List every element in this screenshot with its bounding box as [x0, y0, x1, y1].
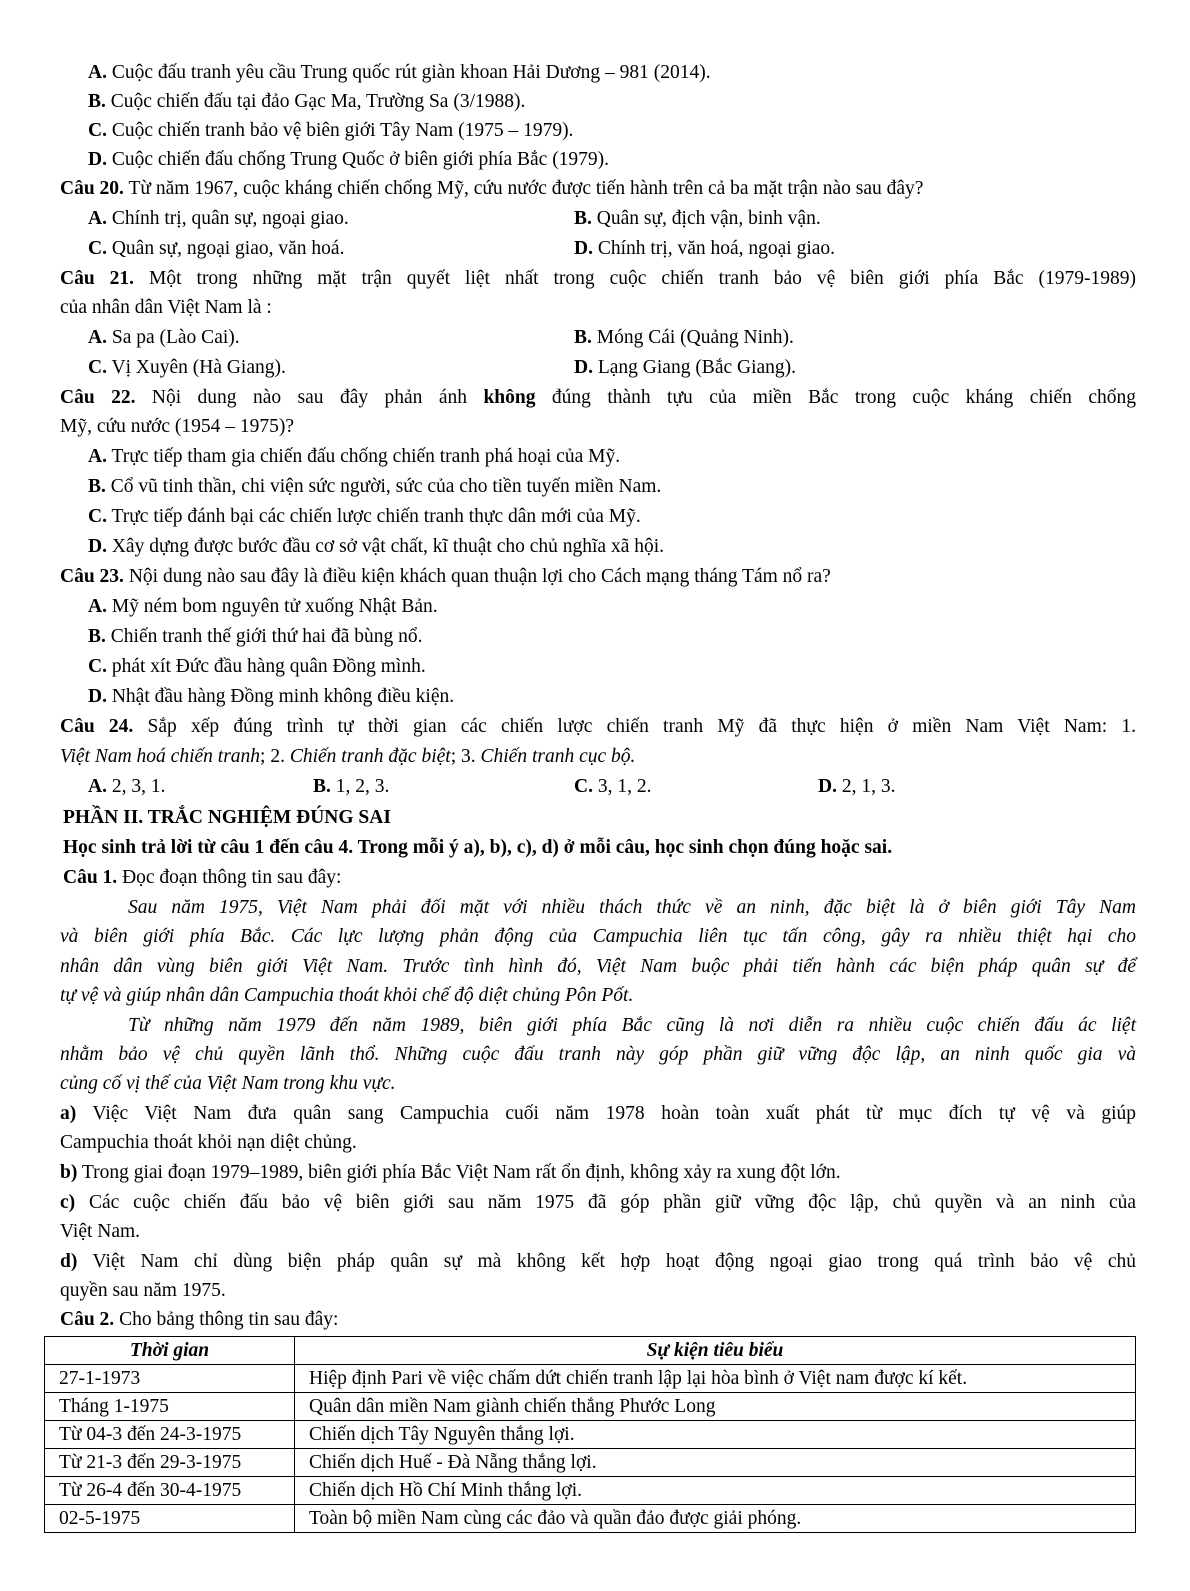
p2q1-statement-b — [60, 1159, 841, 1188]
strategy-name: Chiến tranh đặc biệt — [289, 746, 451, 767]
time-cell: 02-5-1975 — [45, 1505, 295, 1533]
statement-text: Việt Nam chỉ dùng biện pháp quân sự mà không kết hợp hoạt động ngoại giao trong quá trình bảo vệ chủ — [92, 1251, 1136, 1272]
table-row — [45, 1477, 1136, 1505]
option-key: D. — [88, 536, 107, 557]
q19-option-b — [88, 88, 525, 117]
statement-text: Các cuộc chiến đấu bảo vệ biên giới sau năm 1975 đã góp phần giữ vững độc lập, chủ quyền và an ninh của — [88, 1192, 1137, 1213]
p2q1-statement-a-line2: Campuchia thoát khỏi nạn diệt chủng. — [60, 1132, 357, 1153]
statement-text: Trong giai đoạn 1979–1989, biên giới phía Bắc Việt Nam rất ổn định, không xảy ra xung đột lớn. — [81, 1162, 841, 1183]
p2q1-statement-d-line2: quyền sau năm 1975. — [60, 1280, 226, 1301]
q19-option-a — [88, 59, 711, 88]
q19-option-c — [88, 117, 573, 146]
q22-stem-line2: Mỹ, cứu nước (1954 – 1975)? — [60, 416, 294, 437]
option-text: Chính trị, văn hoá, ngoại giao. — [597, 238, 836, 259]
column-header-time: Thời gian — [45, 1337, 295, 1365]
option-key: A. — [88, 62, 107, 83]
q24-stem-line1 — [60, 713, 1136, 742]
p2q2-stem — [60, 1306, 338, 1335]
option-key: D. — [88, 686, 107, 707]
q20-option-a — [88, 205, 349, 234]
event-cell: Toàn bộ miền Nam cùng các đảo và quần đảo được giải phóng. — [295, 1505, 1136, 1533]
option-text: Sa pa (Lào Cai). — [111, 327, 240, 348]
q22-option-d — [88, 533, 664, 562]
option-text: Cuộc chiến đấu tại đảo Gạc Ma, Trường Sa (3/1988). — [110, 91, 526, 112]
q21-option-b — [574, 324, 794, 353]
option-key: D. — [574, 238, 593, 259]
option-key: D. — [574, 357, 593, 378]
q20-option-c — [88, 235, 344, 264]
option-key: D. — [818, 776, 837, 797]
option-text: Cổ vũ tinh thần, chi viện sức người, sức của cho tiền tuyến miền Nam. — [110, 476, 662, 497]
question-label: Câu 1. — [63, 867, 118, 888]
q23-option-b — [88, 623, 422, 652]
p2q1-statement-c — [60, 1189, 1136, 1218]
p2q1-statement-a — [60, 1100, 1136, 1129]
question-text: Nội dung nào sau đây là điều kiện khách quan thuận lợi cho Cách mạng tháng Tám nổ ra? — [128, 566, 831, 587]
time-cell: Từ 26-4 đến 30-4-1975 — [45, 1477, 295, 1505]
statement-text: Việc Việt Nam đưa quân sang Campuchia cuối năm 1978 hoàn toàn xuất phát từ mục đích tự vệ và giúp — [92, 1103, 1137, 1124]
question-text: Nội dung nào sau đây phản ánh — [151, 387, 468, 408]
q21-stem-line1 — [60, 265, 1136, 294]
option-key: C. — [88, 506, 107, 527]
table-row — [45, 1393, 1136, 1421]
q23-option-c — [88, 653, 426, 682]
p2q1-stem — [63, 864, 341, 893]
option-text: Lạng Giang (Bắc Giang). — [597, 357, 797, 378]
question-label: Câu 24. — [60, 716, 134, 737]
option-key: B. — [88, 476, 106, 497]
question-text: Sắp xếp đúng trình tự thời gian các chiến lược chiến tranh Mỹ đã thực hiện ở miền Nam Việt Nam: 1. — [147, 716, 1137, 737]
option-text: Quân sự, địch vận, binh vận. — [596, 208, 821, 229]
option-key: B. — [574, 208, 592, 229]
q20-option-b — [574, 205, 821, 234]
q22-stem-line1 — [60, 384, 1136, 413]
table-row — [45, 1421, 1136, 1449]
option-text: Chính trị, quân sự, ngoại giao. — [111, 208, 349, 229]
time-cell: Từ 04-3 đến 24-3-1975 — [45, 1421, 295, 1449]
q23-option-a — [88, 593, 438, 622]
option-key: C. — [88, 120, 107, 141]
event-cell: Chiến dịch Tây Nguyên thắng lợi. — [295, 1421, 1136, 1449]
option-key: C. — [88, 656, 107, 677]
events-table — [44, 1336, 1136, 1533]
q24-option-b — [313, 773, 389, 802]
option-text: 2, 3, 1. — [111, 776, 166, 797]
option-key: A. — [88, 776, 107, 797]
strategy-name: Chiến tranh cục bộ. — [480, 746, 636, 767]
option-key: B. — [313, 776, 331, 797]
q24-option-d — [818, 773, 895, 802]
q22-option-c — [88, 503, 641, 532]
option-text: Trực tiếp tham gia chiến đấu chống chiến tranh phá hoại của Mỹ. — [111, 446, 621, 467]
part2-title: PHẦN II. TRẮC NGHIỆM ĐÚNG SAI — [63, 807, 391, 828]
statement-key: c) — [60, 1192, 76, 1213]
option-text: 2, 1, 3. — [841, 776, 896, 797]
passage-line: và biên giới phía Bắc. Các lực lượng phản động của Campuchia liên tục tấn công, gây ra nhiều thiệt hại cho — [60, 926, 1136, 947]
option-key: C. — [88, 238, 107, 259]
passage-line: nhằm bảo vệ chủ quyền lãnh thổ. Những cuộc đấu tranh này góp phần giữ vững độc lập, an ninh quốc gia và — [60, 1044, 1136, 1065]
q22-option-b — [88, 473, 661, 502]
p2q1-statement-c-line2: Việt Nam. — [60, 1221, 141, 1242]
q21-option-a — [88, 324, 240, 353]
option-key: B. — [88, 626, 106, 647]
part2-instruction: Học sinh trả lời từ câu 1 đến câu 4. Trong mỗi ý a), b), c), d) ở mỗi câu, học sinh chọn đúng hoặc sai. — [63, 837, 893, 858]
passage-line: tự vệ và giúp nhân dân Campuchia thoát khỏi chế độ diệt chủng Pôn Pốt. — [60, 985, 634, 1006]
time-cell: Tháng 1-1975 — [45, 1393, 295, 1421]
event-cell: Hiệp định Pari về việc chấm dứt chiến tranh lập lại hòa bình ở Việt nam được kí kết. — [295, 1365, 1136, 1393]
time-cell: Từ 21-3 đến 29-3-1975 — [45, 1449, 295, 1477]
option-key: C. — [574, 776, 593, 797]
event-cell: Quân dân miền Nam giành chiến thắng Phước Long — [295, 1393, 1136, 1421]
option-text: Móng Cái (Quảng Ninh). — [596, 327, 794, 348]
question-text: đúng thành tựu của miền Bắc trong cuộc kháng chiến chống — [551, 387, 1137, 408]
q23-option-d — [88, 683, 454, 712]
passage-line: Từ những năm 1979 đến năm 1989, biên giới phía Bắc cũng là nơi diễn ra nhiều cuộc chiến đấu ác liệt — [128, 1015, 1136, 1036]
q20-option-d — [574, 235, 835, 264]
q23-stem — [60, 563, 831, 592]
question-label: Câu 20. — [60, 178, 124, 199]
option-text: Trực tiếp đánh bại các chiến lược chiến tranh thực dân mới của Mỹ. — [111, 506, 641, 527]
option-text: Quân sự, ngoại giao, văn hoá. — [111, 238, 345, 259]
q22-option-a — [88, 443, 620, 472]
option-text: Chiến tranh thế giới thứ hai đã bùng nổ. — [110, 626, 423, 647]
question-label: Câu 22. — [60, 387, 136, 408]
table-header-row — [45, 1337, 1136, 1365]
passage-line: củng cố vị thế của Việt Nam trong khu vực. — [60, 1073, 396, 1094]
q19-option-d — [88, 146, 609, 175]
q24-option-a — [88, 773, 165, 802]
option-text: 1, 2, 3. — [335, 776, 390, 797]
table-row — [45, 1505, 1136, 1533]
option-key: C. — [88, 357, 107, 378]
option-key: B. — [88, 91, 106, 112]
option-key: B. — [574, 327, 592, 348]
option-key: A. — [88, 446, 107, 467]
statement-key: d) — [60, 1251, 78, 1272]
option-text: Xây dựng được bước đầu cơ sở vật chất, kĩ thuật cho chủ nghĩa xã hội. — [111, 536, 665, 557]
question-text: Từ năm 1967, cuộc kháng chiến chống Mỹ, cứu nước được tiến hành trên cả ba mặt trận nào sau đây? — [128, 178, 924, 199]
q21-stem-line2: của nhân dân Việt Nam là : — [60, 297, 272, 318]
event-cell: Chiến dịch Hồ Chí Minh thắng lợi. — [295, 1477, 1136, 1505]
p2q1-statement-d — [60, 1248, 1136, 1277]
option-text: phát xít Đức đầu hàng quân Đồng mình. — [111, 656, 426, 677]
option-key: A. — [88, 596, 107, 617]
q21-option-c — [88, 354, 286, 383]
q20-stem — [60, 175, 923, 204]
option-key: A. — [88, 327, 107, 348]
question-label: Câu 2. — [60, 1309, 115, 1330]
option-text: Vị Xuyên (Hà Giang). — [111, 357, 286, 378]
statement-key: a) — [60, 1103, 77, 1124]
table-row — [45, 1449, 1136, 1477]
emphasis-word: không — [483, 387, 536, 408]
question-label: Câu 23. — [60, 566, 124, 587]
passage-line: Sau năm 1975, Việt Nam phải đối mặt với nhiều thách thức về an ninh, đặc biệt là ở biên giới Tây Nam — [128, 897, 1136, 918]
column-header-event: Sự kiện tiêu biểu — [295, 1337, 1136, 1365]
time-cell: 27-1-1973 — [45, 1365, 295, 1393]
question-label: Câu 21. — [60, 268, 135, 289]
option-text: Mỹ ném bom nguyên tử xuống Nhật Bản. — [111, 596, 438, 617]
q24-stem-line2 — [60, 743, 635, 772]
event-cell: Chiến dịch Huế - Đà Nẵng thắng lợi. — [295, 1449, 1136, 1477]
q21-option-d — [574, 354, 796, 383]
separator: ; 3. — [450, 746, 481, 767]
question-text: Đọc đoạn thông tin sau đây: — [122, 867, 342, 888]
statement-key: b) — [60, 1162, 78, 1183]
separator: ; 2. — [260, 746, 290, 767]
option-key: A. — [88, 208, 107, 229]
passage-line: nhân dân vùng biên giới Việt Nam. Trước tình hình đó, Việt Nam buộc phải tiến hành các biện pháp quân sự để — [60, 956, 1136, 977]
option-key: D. — [88, 149, 107, 170]
option-text: 3, 1, 2. — [597, 776, 652, 797]
option-text: Cuộc đấu tranh yêu cầu Trung quốc rút giàn khoan Hải Dương – 981 (2014). — [111, 62, 711, 83]
option-text: Cuộc chiến đấu chống Trung Quốc ở biên giới phía Bắc (1979). — [111, 149, 610, 170]
table-row — [45, 1365, 1136, 1393]
question-text: Một trong những mặt trận quyết liệt nhất trong cuộc chiến tranh bảo vệ biên giới phía Bắc (1979-1989) — [149, 268, 1136, 289]
q24-option-c — [574, 773, 651, 802]
strategy-name: Việt Nam hoá chiến tranh — [60, 746, 261, 767]
question-text: Cho bảng thông tin sau đây: — [119, 1309, 339, 1330]
option-text: Cuộc chiến tranh bảo vệ biên giới Tây Nam (1975 – 1979). — [111, 120, 574, 141]
option-text: Nhật đầu hàng Đồng minh không điều kiện. — [111, 686, 455, 707]
